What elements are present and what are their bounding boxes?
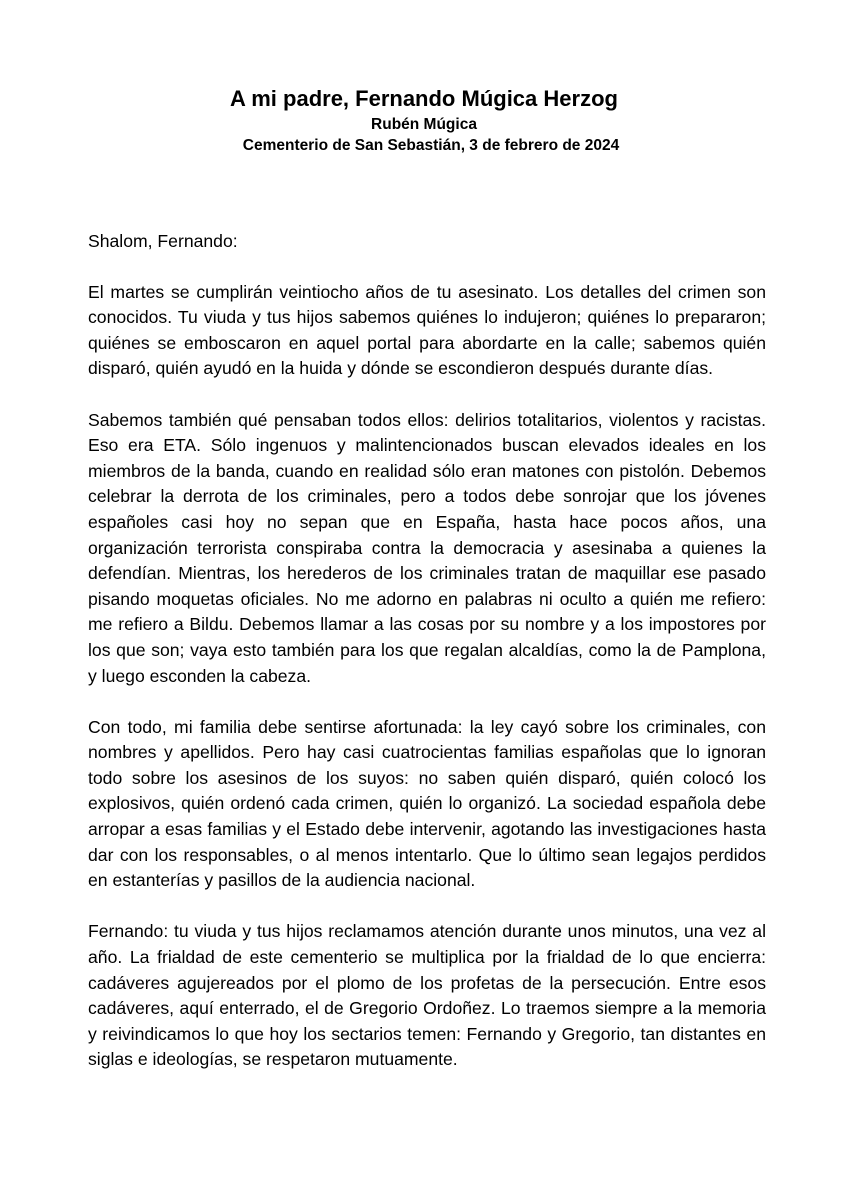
document-title: A mi padre, Fernando Múgica Herzog [230,86,618,111]
document-place-date: Cementerio de San Sebastián, 3 de febrero de 2024 [242,137,620,154]
document-author: Rubén Múgica [371,116,477,133]
document-body [88,229,766,1099]
paragraph-2: Sabemos también qué pensaban todos ellos: delirios totalitarios, violentos y racistas. Eso era ETA. Sólo ingenuos y malintencionados buscan elevados ideales en los miembros de la banda, cuando en realidad sólo eran matones con pistolón. Debemos celebrar la derrota de los criminales, pero a todos debe sonrojar que los jóvenes españoles casi hoy no sepan que en España, hasta hace pocos años, una organización terrorista conspiraba contra la democracia y asesinaba a quienes la defendían. Mientras, los herederos de los criminales tratan de maquillar ese pasado pisando moquetas oficiales. No me adorno en palabras ni oculto a quién me refiero: me refiero a Bildu. Debemos llamar a las cosas por su nombre y a los impostores por los que son; vaya esto también para los que regalan alcaldías, como la de Pamplona, y luego esconden la cabeza. [88,409,766,686]
paragraph-4: Fernando: tu viuda y tus hijos reclamamos atención durante unos minutos, una vez al año. La frialdad de este cementerio se multiplica por la frialdad de lo que encierra: cadáveres agujereados por el plomo de los profetas de la persecución. Entre esos cadáveres, aquí enterrado, el de Gregorio Ordoñez. Lo traemos siempre a la memoria y reivindicamos lo que hoy los sectarios temen: Fernando y Gregorio, tan distantes en siglas e ideologías, se respetaron mutuamente. [88,921,766,1070]
paragraph-3: Con todo, mi familia debe sentirse afortunada: la ley cayó sobre los criminales, con nombres y apellidos. Pero hay casi cuatrocientas familias españolas que lo ignoran todo sobre los asesinos de los suyos: no saben quién disparó, quién colocó los explosivos, quién ordenó cada crimen, quién lo organizó. La sociedad española debe arropar a esas familias y el Estado debe intervenir, agotando las investigaciones hasta dar con los responsables, o al menos intentarlo. Que lo último sean legajos perdidos en estanterías y pasillos de la audiencia nacional. [88,716,766,891]
document-header [0,84,848,156]
salutation: Shalom, Fernando: [88,231,238,251]
paragraph-1: El martes se cumplirán veintiocho años de tu asesinato. Los detalles del crimen son conocidos. Tu viuda y tus hijos sabemos quiénes lo indujeron; quiénes lo prepararon; quiénes se emboscaron en aquel portal para abordarte en la calle; sabemos quién disparó, quién ayudó en la huida y dónde se escondieron después durante días. [88,281,766,379]
